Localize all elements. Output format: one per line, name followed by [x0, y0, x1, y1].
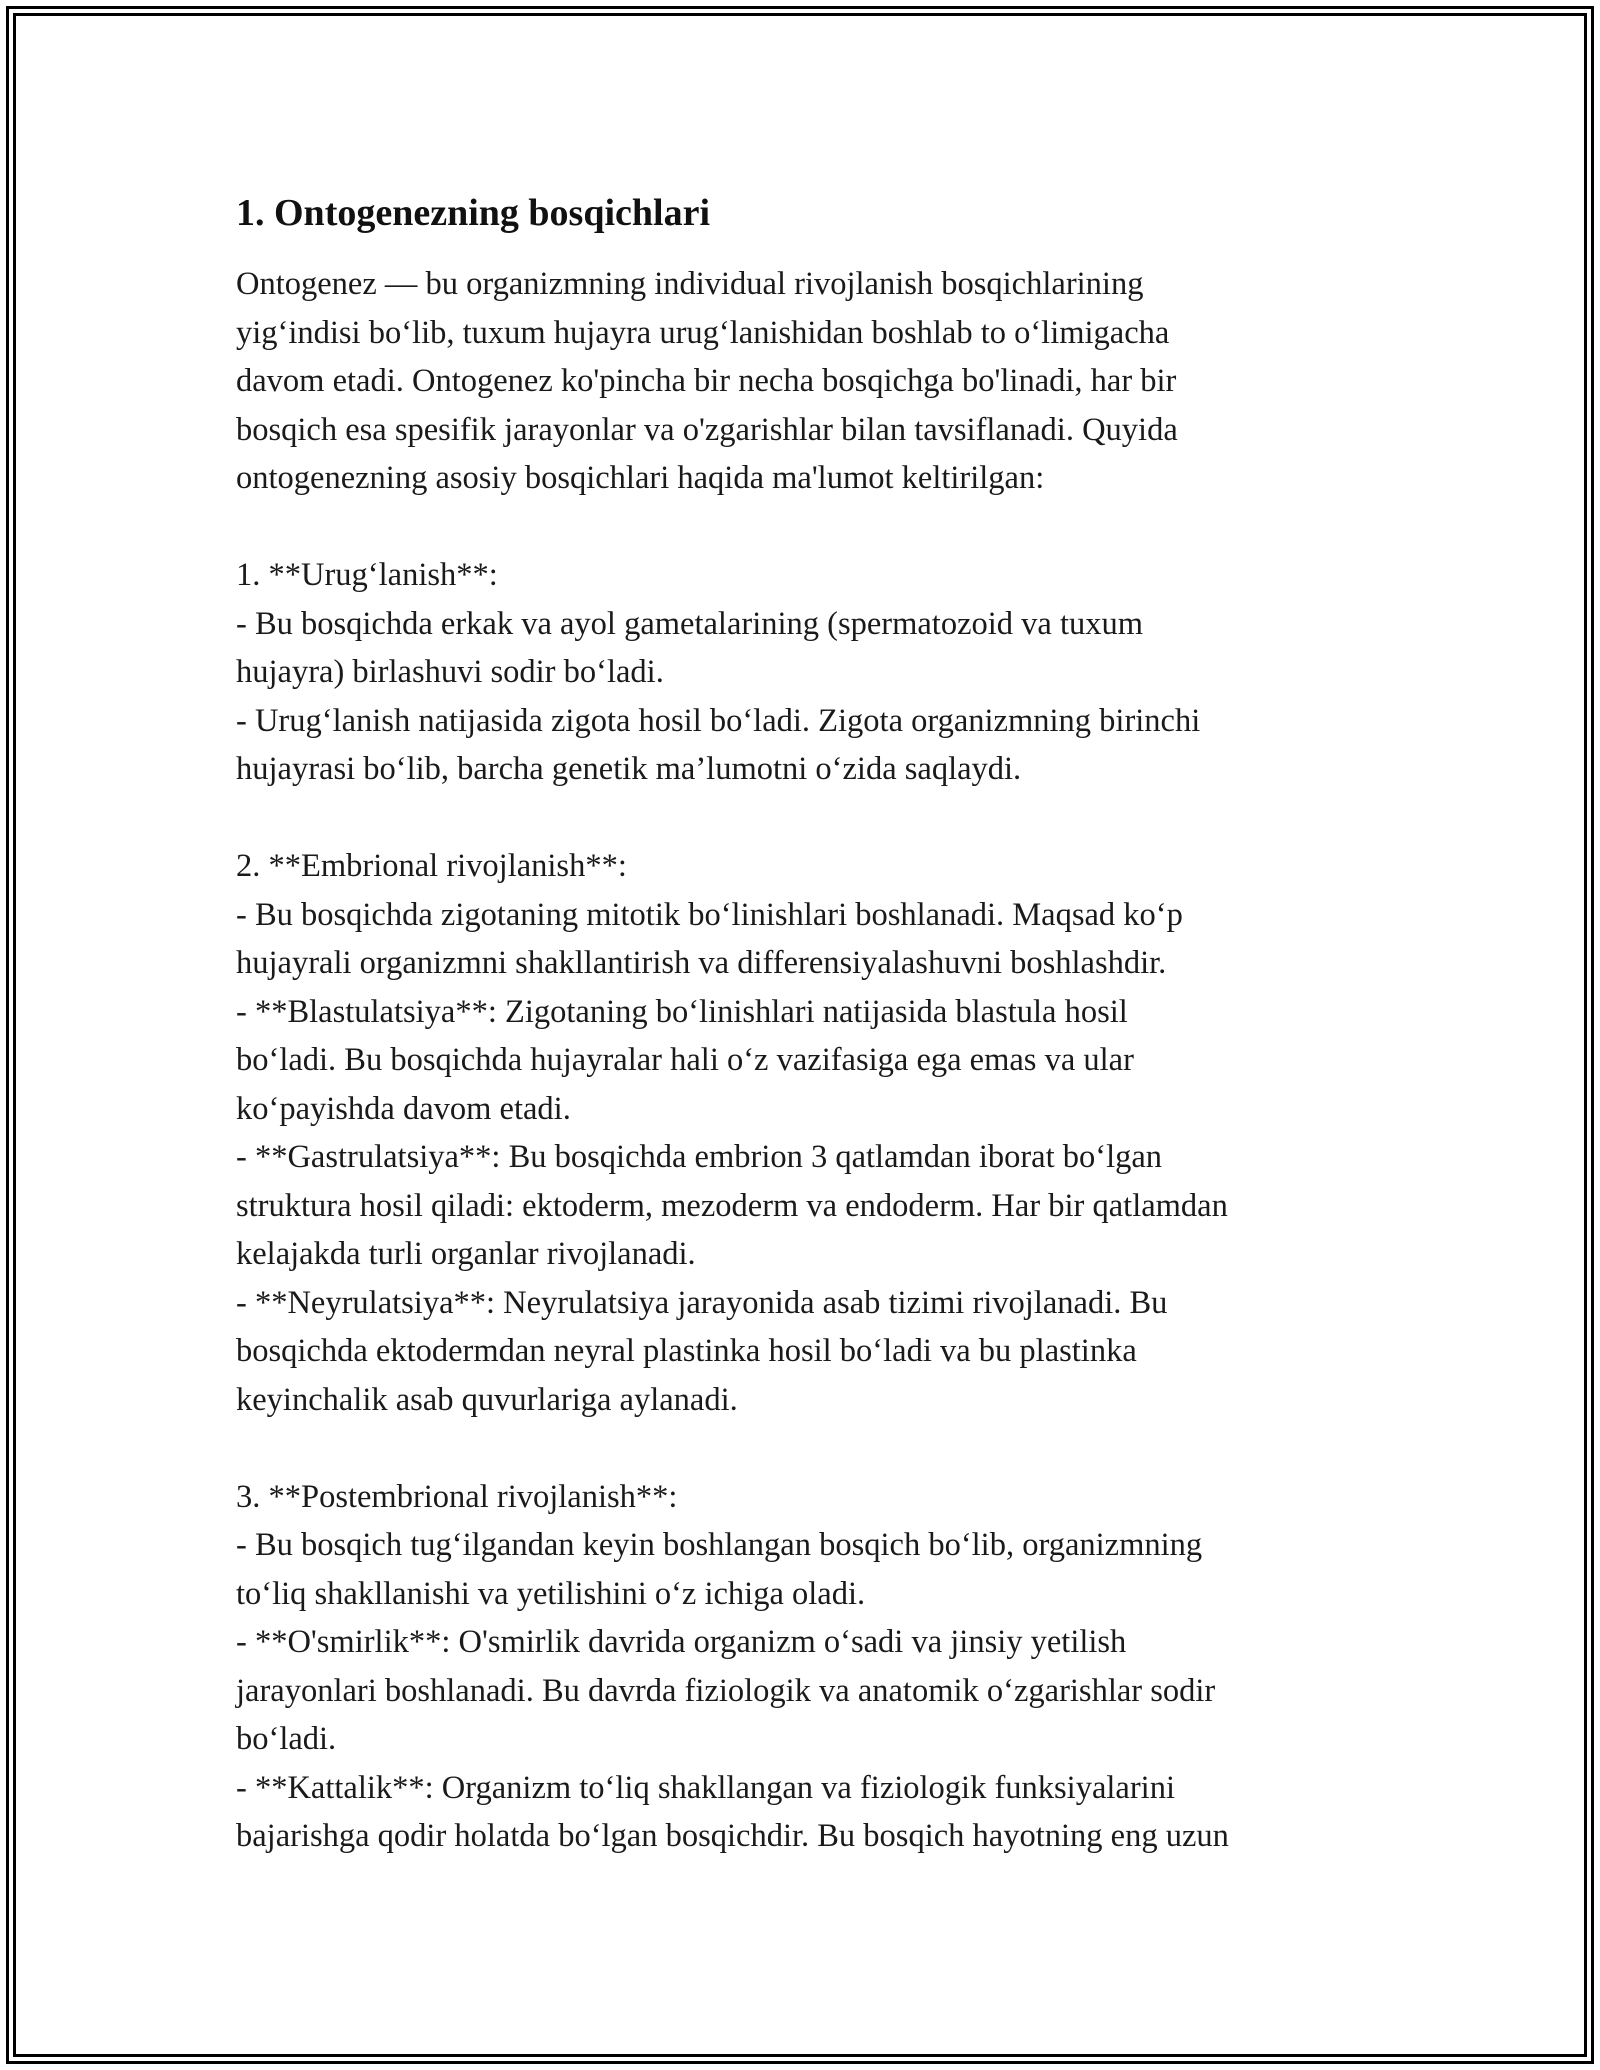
paragraph-spacer	[236, 1424, 1376, 1473]
section-postembryonic: 3. **Postembrional rivojlanish**: - Bu bosqich tug‘ilgandan keyin boshlangan bosqich bo‘lib, organizmning to‘liq shakllanishi va yetilishini o‘z ichiga oladi. - **O'smirlik**: O'smirlik davrida organizm o‘sadi va jinsiy yetilish jarayonlari boshlanadi. Bu davrda fiziologik va anatomik o‘zgarishlar sodir bo‘ladi. - **Kattalik**: Organizm to‘liq shakllangan va fiziologik funksiyalarini bajarishga qodir holatda bo‘lgan bosqichdir. Bu bosqich hayotning eng uzun	[236, 1478, 1229, 1854]
section-fertilization: 1. **Urug‘lanish**: - Bu bosqichda erkak va ayol gametalarining (spermatozoid va tuxum hujayra) birlashuvi sodir bo‘ladi. - Urug‘lanish natijasida zigota hosil bo‘ladi. Zigota organizmning birinchi hujayrasi bo‘lib, barcha genetik ma’lumotni o‘zida saqlaydi.	[236, 557, 1201, 787]
section-embryonic: 2. **Embrional rivojlanish**: - Bu bosqichda zigotaning mitotik bo‘linishlari boshlanadi. Maqsad ko‘p hujayrali organizmni shakllantirish va differensiyalashuvni boshlashdir. - **Blastulatsiya**: Zigotaning bo‘linishlari natijasida blastula hosil bo‘ladi. Bu bosqichda hujayralar hali o‘z vazifasiga ega emas va ular ko‘payishda davom etadi. - **Gastrulatsiya**: Bu bosqichda embrion 3 qatlamdan iborat bo‘lgan struktura hosil qiladi: ektoderm, mezoderm va endoderm. Har bir qatlamdan kelajakda turli organlar rivojlanadi. - **Neyrulatsiya**: Neyrulatsiya jarayonida asab tizimi rivojlanadi. Bu bosqichda ektodermdan neyral plastinka hosil bo‘ladi va bu plastinka keyinchalik asab quvurlariga aylanadi.	[236, 848, 1228, 1418]
paragraph-spacer	[236, 503, 1376, 552]
document-heading: 1. Ontogenezning bosqichlari	[236, 192, 710, 234]
intro-paragraph: Ontogenez — bu organizmning individual rivojlanish bosqichlarining yig‘indisi bo‘lib, tuxum hujayra urug‘lanishidan boshlab to o‘limigacha davom etadi. Ontogenez ko'pincha bir necha bosqichga bo'linadi, har bir bosqich esa spesifik jarayonlar va o'zgarishlar bilan tavsiflanadi. Quyida ontogenezning asosiy bosqichlari haqida ma'lumot keltirilgan:	[236, 266, 1178, 496]
paragraph-spacer	[236, 794, 1376, 843]
document-body	[236, 188, 1376, 1861]
